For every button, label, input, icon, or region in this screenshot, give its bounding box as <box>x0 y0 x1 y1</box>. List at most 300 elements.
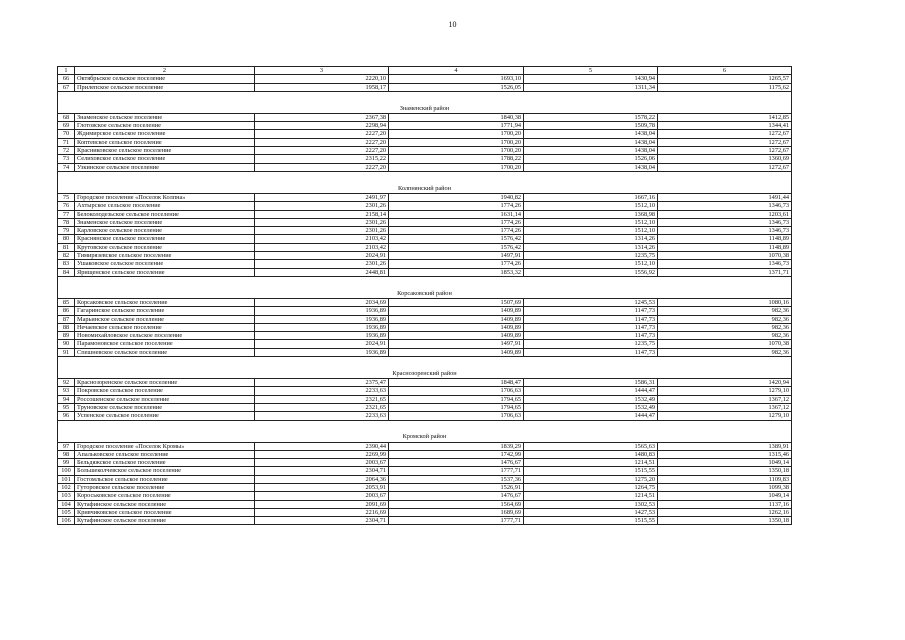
settlement-name-cell: Тимирязевское сельское поселение <box>75 252 255 260</box>
settlement-name-cell: Россошенское сельское поселение <box>75 395 255 403</box>
value-cell: 1774,26 <box>389 260 524 268</box>
table-row <box>58 348 792 356</box>
table-row <box>58 442 792 450</box>
row-number-cell: 81 <box>58 243 75 251</box>
value-cell: 1049,14 <box>658 492 792 500</box>
value-cell: 1839,29 <box>389 442 524 450</box>
value-cell: 2269,99 <box>255 450 389 458</box>
value-cell: 1147,73 <box>524 307 658 315</box>
table-row <box>58 193 792 201</box>
settlement-name-cell: Ушаковское сельское поселение <box>75 260 255 268</box>
section-spacer <box>58 91 792 104</box>
row-number-cell: 99 <box>58 459 75 467</box>
value-cell: 1512,10 <box>524 260 658 268</box>
table-row <box>58 379 792 387</box>
value-cell: 1412,85 <box>658 113 792 121</box>
table-row <box>58 83 792 91</box>
row-number-cell: 68 <box>58 113 75 121</box>
table-row <box>58 268 792 276</box>
value-cell: 1203,61 <box>658 210 792 218</box>
settlement-name-cell: Ждимирское сельское поселение <box>75 130 255 138</box>
row-number-cell: 73 <box>58 155 75 163</box>
value-cell: 1940,82 <box>389 193 524 201</box>
value-cell: 1147,73 <box>524 332 658 340</box>
table-row <box>58 202 792 210</box>
settlement-name-cell: Гостомльское сельское поселение <box>75 475 255 483</box>
settlement-name-cell: Гуторовское сельское поселение <box>75 483 255 491</box>
value-cell: 2321,65 <box>255 403 389 411</box>
tariff-table <box>57 66 792 525</box>
value-cell: 1438,04 <box>524 163 658 171</box>
value-cell: 2003,67 <box>255 459 389 467</box>
value-cell: 1315,46 <box>658 450 792 458</box>
table-row <box>58 235 792 243</box>
value-cell: 1409,89 <box>389 332 524 340</box>
value-cell: 1556,92 <box>524 268 658 276</box>
table-row <box>58 467 792 475</box>
table-row <box>58 218 792 226</box>
settlement-name-cell: Прилепское сельское поселение <box>75 83 255 91</box>
value-cell: 1774,26 <box>389 218 524 226</box>
value-cell: 2103,42 <box>255 243 389 251</box>
settlement-name-cell: Городское поселение «Поселок Кромы» <box>75 442 255 450</box>
row-number-cell: 105 <box>58 508 75 516</box>
row-number-cell: 91 <box>58 348 75 356</box>
row-number-cell: 78 <box>58 218 75 226</box>
value-cell: 1693,10 <box>389 75 524 83</box>
row-number-cell: 93 <box>58 387 75 395</box>
value-cell: 1480,83 <box>524 450 658 458</box>
value-cell: 1526,91 <box>389 483 524 491</box>
settlement-name-cell: Нечаевское сельское поселение <box>75 323 255 331</box>
value-cell: 1700,20 <box>389 163 524 171</box>
value-cell: 1311,34 <box>524 83 658 91</box>
settlement-name-cell: Успенское сельское поселение <box>75 412 255 420</box>
value-cell: 1346,73 <box>658 202 792 210</box>
value-cell: 1272,67 <box>658 163 792 171</box>
value-cell: 1314,26 <box>524 235 658 243</box>
value-cell: 1564,69 <box>389 500 524 508</box>
value-cell: 1214,51 <box>524 459 658 467</box>
settlement-name-cell: Знаменское сельское поселение <box>75 218 255 226</box>
row-number-cell: 74 <box>58 163 75 171</box>
value-cell: 1515,55 <box>524 467 658 475</box>
table-row <box>58 492 792 500</box>
value-cell: 1777,71 <box>389 467 524 475</box>
value-cell: 2220,10 <box>255 75 389 83</box>
table-row <box>58 155 792 163</box>
table-row <box>58 323 792 331</box>
row-number-cell: 67 <box>58 83 75 91</box>
row-number-cell: 100 <box>58 467 75 475</box>
district-title: Корсаковский район <box>58 289 792 299</box>
value-cell: 1777,71 <box>389 517 524 525</box>
value-cell: 1515,55 <box>524 517 658 525</box>
table-row <box>58 508 792 516</box>
value-cell: 1476,67 <box>389 459 524 467</box>
value-cell: 2034,69 <box>255 298 389 306</box>
value-cell: 1302,53 <box>524 500 658 508</box>
value-cell: 1532,49 <box>524 395 658 403</box>
value-cell: 1409,89 <box>389 323 524 331</box>
value-cell: 1512,10 <box>524 227 658 235</box>
settlement-name-cell: Бельдяжское сельское поселение <box>75 459 255 467</box>
row-number-cell: 85 <box>58 298 75 306</box>
value-cell: 2448,81 <box>255 268 389 276</box>
value-cell: 1367,12 <box>658 395 792 403</box>
settlement-name-cell: Парамоновское сельское поселение <box>75 340 255 348</box>
settlement-name-cell: Ахтырское сельское поселение <box>75 202 255 210</box>
value-cell: 1409,89 <box>389 315 524 323</box>
section-spacer <box>58 171 792 184</box>
value-cell: 1265,57 <box>658 75 792 83</box>
row-number-cell: 72 <box>58 147 75 155</box>
value-cell: 1700,20 <box>389 130 524 138</box>
district-heading-row <box>58 289 792 299</box>
value-cell: 1360,69 <box>658 155 792 163</box>
table-row <box>58 332 792 340</box>
district-heading-row <box>58 369 792 379</box>
row-number-cell: 84 <box>58 268 75 276</box>
table-header-row <box>58 67 792 75</box>
value-cell: 1214,51 <box>524 492 658 500</box>
row-number-cell: 96 <box>58 412 75 420</box>
value-cell: 1275,20 <box>524 475 658 483</box>
value-cell: 1272,67 <box>658 147 792 155</box>
value-cell: 2053,91 <box>255 483 389 491</box>
value-cell: 1565,63 <box>524 442 658 450</box>
table-row <box>58 483 792 491</box>
row-number-cell: 102 <box>58 483 75 491</box>
section-spacer <box>58 276 792 289</box>
value-cell: 1368,98 <box>524 210 658 218</box>
value-cell: 1350,18 <box>658 517 792 525</box>
district-heading-row <box>58 104 792 114</box>
value-cell: 2216,69 <box>255 508 389 516</box>
value-cell: 1853,32 <box>389 268 524 276</box>
value-cell: 1148,89 <box>658 243 792 251</box>
value-cell: 982,36 <box>658 323 792 331</box>
value-cell: 2024,91 <box>255 252 389 260</box>
value-cell: 1526,05 <box>389 83 524 91</box>
column-number-header: 4 <box>389 67 524 75</box>
settlement-name-cell: Красниковское сельское поселение <box>75 147 255 155</box>
value-cell: 1794,65 <box>389 395 524 403</box>
value-cell: 1578,22 <box>524 113 658 121</box>
value-cell: 1438,04 <box>524 147 658 155</box>
value-cell: 1667,16 <box>524 193 658 201</box>
settlement-name-cell: Узкинское сельское поселение <box>75 163 255 171</box>
value-cell: 2227,20 <box>255 138 389 146</box>
value-cell: 1532,49 <box>524 403 658 411</box>
value-cell: 1070,38 <box>658 252 792 260</box>
table-row <box>58 450 792 458</box>
value-cell: 982,36 <box>658 348 792 356</box>
row-number-cell: 106 <box>58 517 75 525</box>
table-row <box>58 500 792 508</box>
value-cell: 1497,91 <box>389 252 524 260</box>
value-cell: 1427,53 <box>524 508 658 516</box>
section-spacer <box>58 420 792 433</box>
value-cell: 1175,62 <box>658 83 792 91</box>
district-heading-row <box>58 433 792 443</box>
district-title: Кромской район <box>58 433 792 443</box>
value-cell: 2301,26 <box>255 227 389 235</box>
row-number-cell: 79 <box>58 227 75 235</box>
value-cell: 1147,73 <box>524 323 658 331</box>
row-number-cell: 87 <box>58 315 75 323</box>
value-cell: 2298,94 <box>255 122 389 130</box>
settlement-name-cell: Глотовское сельское поселение <box>75 122 255 130</box>
value-cell: 1700,20 <box>389 138 524 146</box>
value-cell: 1262,16 <box>658 508 792 516</box>
value-cell: 1314,26 <box>524 243 658 251</box>
settlement-name-cell: Крутовское сельское поселение <box>75 243 255 251</box>
value-cell: 1476,67 <box>389 492 524 500</box>
table-row <box>58 130 792 138</box>
value-cell: 1070,38 <box>658 340 792 348</box>
table-row <box>58 243 792 251</box>
value-cell: 2321,65 <box>255 395 389 403</box>
table-row <box>58 260 792 268</box>
settlement-name-cell: Краснянское сельское поселение <box>75 235 255 243</box>
row-number-cell: 83 <box>58 260 75 268</box>
value-cell: 1958,17 <box>255 83 389 91</box>
row-number-cell: 92 <box>58 379 75 387</box>
value-cell: 2491,97 <box>255 193 389 201</box>
value-cell: 1346,73 <box>658 260 792 268</box>
value-cell: 1346,73 <box>658 218 792 226</box>
row-number-cell: 90 <box>58 340 75 348</box>
row-number-cell: 75 <box>58 193 75 201</box>
value-cell: 1420,94 <box>658 379 792 387</box>
value-cell: 2315,22 <box>255 155 389 163</box>
table-row <box>58 122 792 130</box>
value-cell: 1264,75 <box>524 483 658 491</box>
row-number-cell: 94 <box>58 395 75 403</box>
table-row <box>58 517 792 525</box>
table-row <box>58 252 792 260</box>
value-cell: 1367,12 <box>658 403 792 411</box>
value-cell: 1840,38 <box>389 113 524 121</box>
value-cell: 2227,20 <box>255 163 389 171</box>
row-number-cell: 101 <box>58 475 75 483</box>
row-number-cell: 71 <box>58 138 75 146</box>
table-row <box>58 307 792 315</box>
value-cell: 1235,75 <box>524 252 658 260</box>
settlement-name-cell: Городское поселение «Поселок Колпна» <box>75 193 255 201</box>
district-heading-row <box>58 184 792 194</box>
settlement-name-cell: Кривчиковское сельское поселение <box>75 508 255 516</box>
value-cell: 1936,89 <box>255 315 389 323</box>
value-cell: 1491,44 <box>658 193 792 201</box>
settlement-name-cell: Знаменское сельское поселение <box>75 113 255 121</box>
value-cell: 1235,75 <box>524 340 658 348</box>
value-cell: 1771,94 <box>389 122 524 130</box>
value-cell: 1706,63 <box>389 412 524 420</box>
settlement-name-cell: Труновское сельское поселение <box>75 403 255 411</box>
column-number-header: 6 <box>658 67 792 75</box>
value-cell: 1279,10 <box>658 387 792 395</box>
value-cell: 1631,14 <box>389 210 524 218</box>
value-cell: 1576,42 <box>389 235 524 243</box>
page-number: 10 <box>448 20 457 29</box>
settlement-name-cell: Ярищенское сельское поселение <box>75 268 255 276</box>
row-number-cell: 77 <box>58 210 75 218</box>
settlement-name-cell: Корсаковское сельское поселение <box>75 298 255 306</box>
table-row <box>58 210 792 218</box>
table-row <box>58 475 792 483</box>
value-cell: 1272,67 <box>658 138 792 146</box>
value-cell: 1147,73 <box>524 348 658 356</box>
settlement-name-cell: Большеколчевское сельское поселение <box>75 467 255 475</box>
table-row <box>58 412 792 420</box>
value-cell: 1409,89 <box>389 348 524 356</box>
value-cell: 982,36 <box>658 307 792 315</box>
value-cell: 1409,89 <box>389 307 524 315</box>
row-number-cell: 86 <box>58 307 75 315</box>
value-cell: 1936,89 <box>255 332 389 340</box>
value-cell: 1147,73 <box>524 315 658 323</box>
column-number-header: 2 <box>75 67 255 75</box>
row-number-cell: 103 <box>58 492 75 500</box>
value-cell: 1346,73 <box>658 227 792 235</box>
row-number-cell: 89 <box>58 332 75 340</box>
district-title: Краснозоренский район <box>58 369 792 379</box>
value-cell: 2233,63 <box>255 412 389 420</box>
row-number-cell: 76 <box>58 202 75 210</box>
value-cell: 1936,89 <box>255 307 389 315</box>
value-cell: 1245,53 <box>524 298 658 306</box>
value-cell: 1148,89 <box>658 235 792 243</box>
table-row <box>58 163 792 171</box>
value-cell: 1371,71 <box>658 268 792 276</box>
settlement-name-cell: Марьинское сельское поселение <box>75 315 255 323</box>
value-cell: 2233,63 <box>255 387 389 395</box>
value-cell: 1080,16 <box>658 298 792 306</box>
value-cell: 1509,78 <box>524 122 658 130</box>
table-row <box>58 147 792 155</box>
table-row <box>58 403 792 411</box>
value-cell: 1526,06 <box>524 155 658 163</box>
value-cell: 1430,94 <box>524 75 658 83</box>
value-cell: 1512,10 <box>524 218 658 226</box>
row-number-cell: 97 <box>58 442 75 450</box>
settlement-name-cell: Коптевское сельское поселение <box>75 138 255 146</box>
value-cell: 2304,71 <box>255 467 389 475</box>
row-number-cell: 95 <box>58 403 75 411</box>
district-title: Колпнянский район <box>58 184 792 194</box>
value-cell: 2367,38 <box>255 113 389 121</box>
row-number-cell: 82 <box>58 252 75 260</box>
settlement-name-cell: Октябрьское сельское поселение <box>75 75 255 83</box>
value-cell: 1700,20 <box>389 147 524 155</box>
value-cell: 1586,31 <box>524 379 658 387</box>
value-cell: 1279,10 <box>658 412 792 420</box>
value-cell: 2390,44 <box>255 442 389 450</box>
value-cell: 1788,22 <box>389 155 524 163</box>
column-number-header: 5 <box>524 67 658 75</box>
value-cell: 2227,20 <box>255 147 389 155</box>
table-row <box>58 298 792 306</box>
column-number-header: 3 <box>255 67 389 75</box>
row-number-cell: 66 <box>58 75 75 83</box>
value-cell: 2158,14 <box>255 210 389 218</box>
value-cell: 1774,26 <box>389 227 524 235</box>
district-title: Знаменский район <box>58 104 792 114</box>
value-cell: 2301,26 <box>255 260 389 268</box>
value-cell: 1109,83 <box>658 475 792 483</box>
value-cell: 2301,26 <box>255 202 389 210</box>
value-cell: 1576,42 <box>389 243 524 251</box>
value-cell: 1794,65 <box>389 403 524 411</box>
value-cell: 1272,67 <box>658 130 792 138</box>
settlement-name-cell: Новомихайловское сельское поселение <box>75 332 255 340</box>
value-cell: 2375,47 <box>255 379 389 387</box>
table-row <box>58 459 792 467</box>
value-cell: 1507,69 <box>389 298 524 306</box>
value-cell: 1936,89 <box>255 348 389 356</box>
value-cell: 2091,69 <box>255 500 389 508</box>
value-cell: 2003,67 <box>255 492 389 500</box>
value-cell: 1774,26 <box>389 202 524 210</box>
table-row <box>58 113 792 121</box>
value-cell: 982,36 <box>658 315 792 323</box>
value-cell: 1512,10 <box>524 202 658 210</box>
value-cell: 1444,47 <box>524 387 658 395</box>
settlement-name-cell: Кутафинское сельское поселение <box>75 500 255 508</box>
value-cell: 2064,36 <box>255 475 389 483</box>
value-cell: 2024,91 <box>255 340 389 348</box>
settlement-name-cell: Апальковское сельское поселение <box>75 450 255 458</box>
value-cell: 2304,71 <box>255 517 389 525</box>
value-cell: 1389,91 <box>658 442 792 450</box>
value-cell: 1099,38 <box>658 483 792 491</box>
section-spacer <box>58 357 792 370</box>
settlement-name-cell: Краснозоренское сельское поселение <box>75 379 255 387</box>
table-row <box>58 138 792 146</box>
value-cell: 1344,41 <box>658 122 792 130</box>
settlement-name-cell: Спешневское сельское поселение <box>75 348 255 356</box>
value-cell: 1350,18 <box>658 467 792 475</box>
value-cell: 1537,36 <box>389 475 524 483</box>
row-number-cell: 88 <box>58 323 75 331</box>
table-row <box>58 315 792 323</box>
table-row <box>58 395 792 403</box>
settlement-name-cell: Короськовское сельское поселение <box>75 492 255 500</box>
value-cell: 1444,47 <box>524 412 658 420</box>
value-cell: 1137,16 <box>658 500 792 508</box>
value-cell: 982,36 <box>658 332 792 340</box>
settlement-name-cell: Карловское сельское поселение <box>75 227 255 235</box>
value-cell: 1438,04 <box>524 130 658 138</box>
row-number-cell: 98 <box>58 450 75 458</box>
settlement-name-cell: Белоколодезьское сельское поселение <box>75 210 255 218</box>
value-cell: 1049,14 <box>658 459 792 467</box>
column-number-header: 1 <box>58 67 75 75</box>
value-cell: 2301,26 <box>255 218 389 226</box>
table-row <box>58 75 792 83</box>
settlement-name-cell: Гагаринское сельское поселение <box>75 307 255 315</box>
row-number-cell: 70 <box>58 130 75 138</box>
row-number-cell: 69 <box>58 122 75 130</box>
row-number-cell: 104 <box>58 500 75 508</box>
value-cell: 1689,69 <box>389 508 524 516</box>
value-cell: 2227,20 <box>255 130 389 138</box>
value-cell: 1742,99 <box>389 450 524 458</box>
settlement-name-cell: Кутафинское сельское поселение <box>75 517 255 525</box>
table-row <box>58 227 792 235</box>
